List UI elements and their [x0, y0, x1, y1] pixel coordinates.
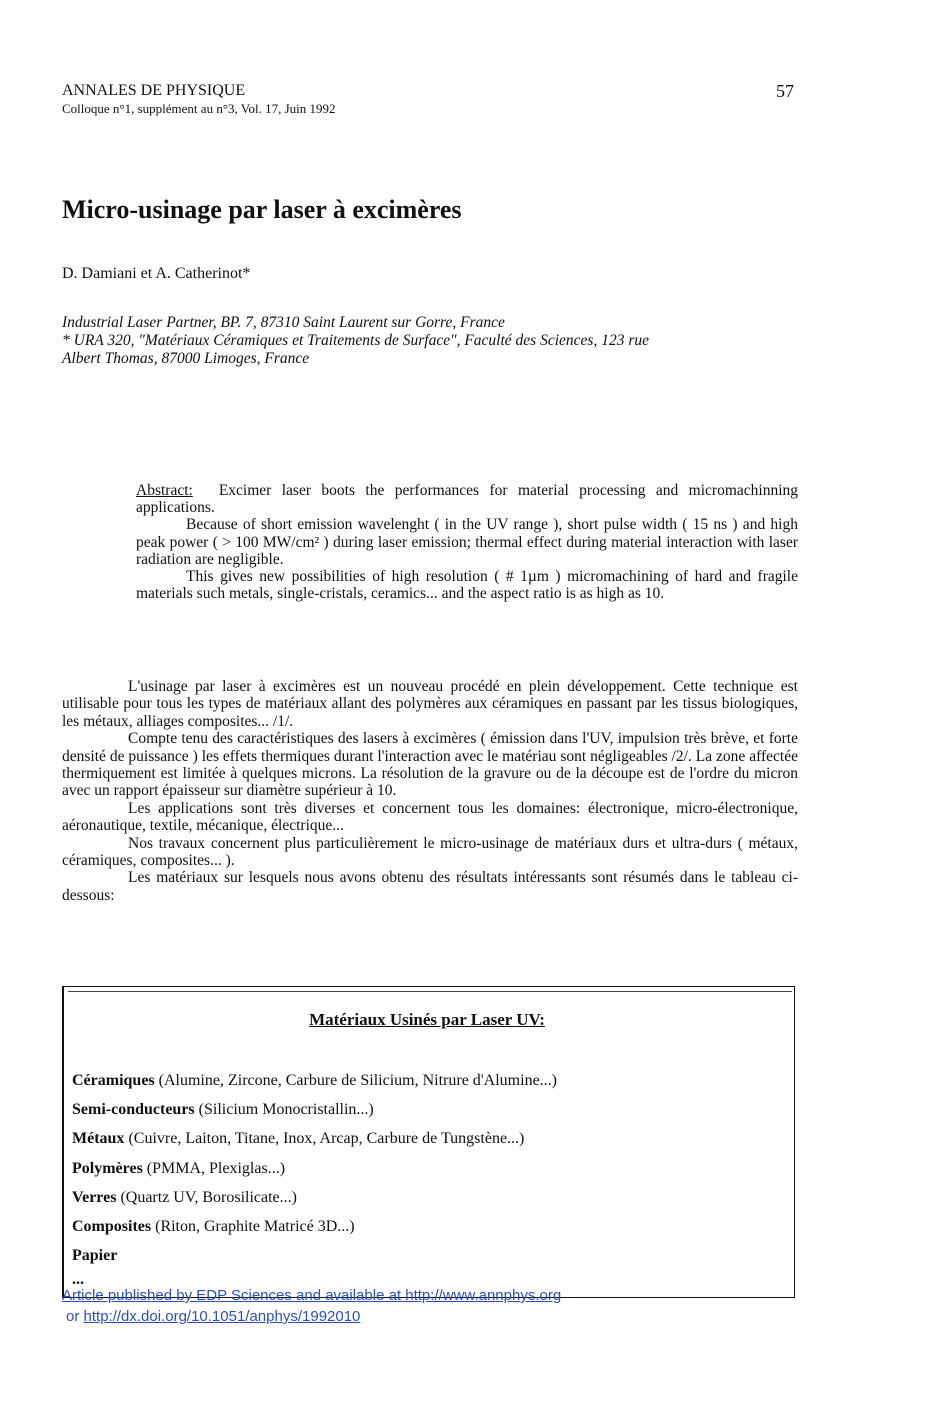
abstract-para-1 [136, 482, 798, 516]
material-name: Métaux [72, 1130, 125, 1148]
journal-name: ANNALES DE PHYSIQUE [62, 82, 246, 99]
body-paragraph: Compte tenu des caractéristiques des lasers à excimères ( émission dans l'UV, impulsion très brève, et forte densité de puissance ) les effets thermiques durant l'interaction avec le matériau sont négligeables /2/. La zone affectée thermiquement est limitée à quelques microns. La résolution de la gravure ou de la découpe est de l'ordre du micron avec un rapport épaisseur sur diamètre supérieur à 10. [62, 730, 798, 800]
publisher-link[interactable]: Article published by EDP Sciences and available at http://www.annphys.org [62, 1287, 562, 1304]
material-detail: (Alumine, Zircone, Carbure de Silicium, Nitrure d'Alumine...) [154, 1072, 557, 1089]
body-paragraph: Les applications sont très diverses et concernent tous les domaines: électronique, micro-électronique, aéronautique, textile, mécanique, électrique... [62, 799, 798, 835]
body-paragraph: Les matériaux sur lesquels nous avons obtenu des résultats intéressants sont résumés dans le tableau ci-dessous: [62, 869, 798, 904]
material-detail: (Cuivre, Laiton, Titane, Inox, Arcap, Carbure de Tungstène...) [124, 1130, 525, 1148]
table-top-rule [68, 991, 792, 992]
materials-table-title: Matériaux Usinés par Laser UV: [309, 1010, 545, 1029]
article-title: Micro-usinage par laser à excimères [62, 195, 462, 224]
abstract-para-3: This gives new possibilities of high resolution ( # 1µm ) micromachining of hard and fragile materials such metals, single-cristals, ceramics... and the aspect ratio is as high as 10. [136, 568, 798, 603]
list-item [72, 1066, 557, 1095]
list-item [72, 1154, 557, 1183]
page-number: 57 [776, 81, 794, 101]
list-ellipsis: ... [72, 1271, 84, 1288]
materials-list [72, 1066, 557, 1270]
abstract-para-2: Because of short emission wavelenght ( in the UV range ), short pulse width ( 15 ns ) and high peak power ( > 100 MW/cm² ) during laser emission; thermal effect during material interaction with laser radiation are negligible. [136, 516, 798, 568]
material-detail: (Riton, Graphite Matricé 3D...) [151, 1218, 355, 1236]
article-authors: D. Damiani et A. Catherinot* [62, 265, 251, 282]
affiliations [62, 314, 807, 368]
material-name: Papier [72, 1247, 118, 1265]
material-name: Semi-conducteurs [72, 1101, 195, 1119]
material-detail: (Quartz UV, Borosilicate...) [116, 1188, 297, 1206]
material-detail: (PMMA, Plexiglas...) [142, 1159, 286, 1177]
list-item [72, 1212, 557, 1241]
material-name: Céramiques [72, 1072, 155, 1089]
material-detail: (Silicium Monocristallin...) [194, 1101, 374, 1119]
affiliation-line: Industrial Laser Partner, BP. 7, 87310 Saint Laurent sur Gorre, France [62, 314, 505, 331]
material-name: Polymères [72, 1159, 143, 1177]
abstract [136, 482, 798, 602]
doi-line [66, 1308, 360, 1325]
list-item [72, 1124, 557, 1153]
abstract-label: Abstract: [136, 482, 193, 499]
body-paragraph: Nos travaux concernent plus particulièrement le micro-usinage de matériaux durs et ultra-durs ( métaux, céramiques, composites... ). [62, 834, 798, 870]
colloque-info: Colloque n°1, supplément au n°3, Vol. 17, Juin 1992 [62, 101, 336, 116]
material-name: Composites [72, 1218, 152, 1236]
doi-link[interactable]: http://dx.doi.org/10.1051/anphys/1992010 [83, 1308, 361, 1325]
affiliation-line: * URA 320, "Matériaux Céramiques et Traitements de Surface", Faculté des Sciences, 123 rue [62, 332, 649, 349]
abstract-text: Excimer laser boots the performances for material processing and micromachinning applications. [136, 482, 798, 517]
affiliation-line: Albert Thomas, 87000 Limoges, France [62, 350, 310, 367]
list-item [72, 1183, 557, 1212]
list-item [72, 1095, 557, 1124]
list-item [72, 1241, 557, 1270]
body-paragraph: L'usinage par laser à excimères est un nouveau procédé en plein développement. Cette technique est utilisable pour tous les types de matériaux allant des polymères aux céramiques en passant par les tissus biologiques, les métaux, alliages composites... /1/. [62, 678, 798, 730]
material-name: Verres [72, 1188, 117, 1206]
body-text [62, 678, 798, 904]
doi-prefix: or [66, 1308, 84, 1325]
